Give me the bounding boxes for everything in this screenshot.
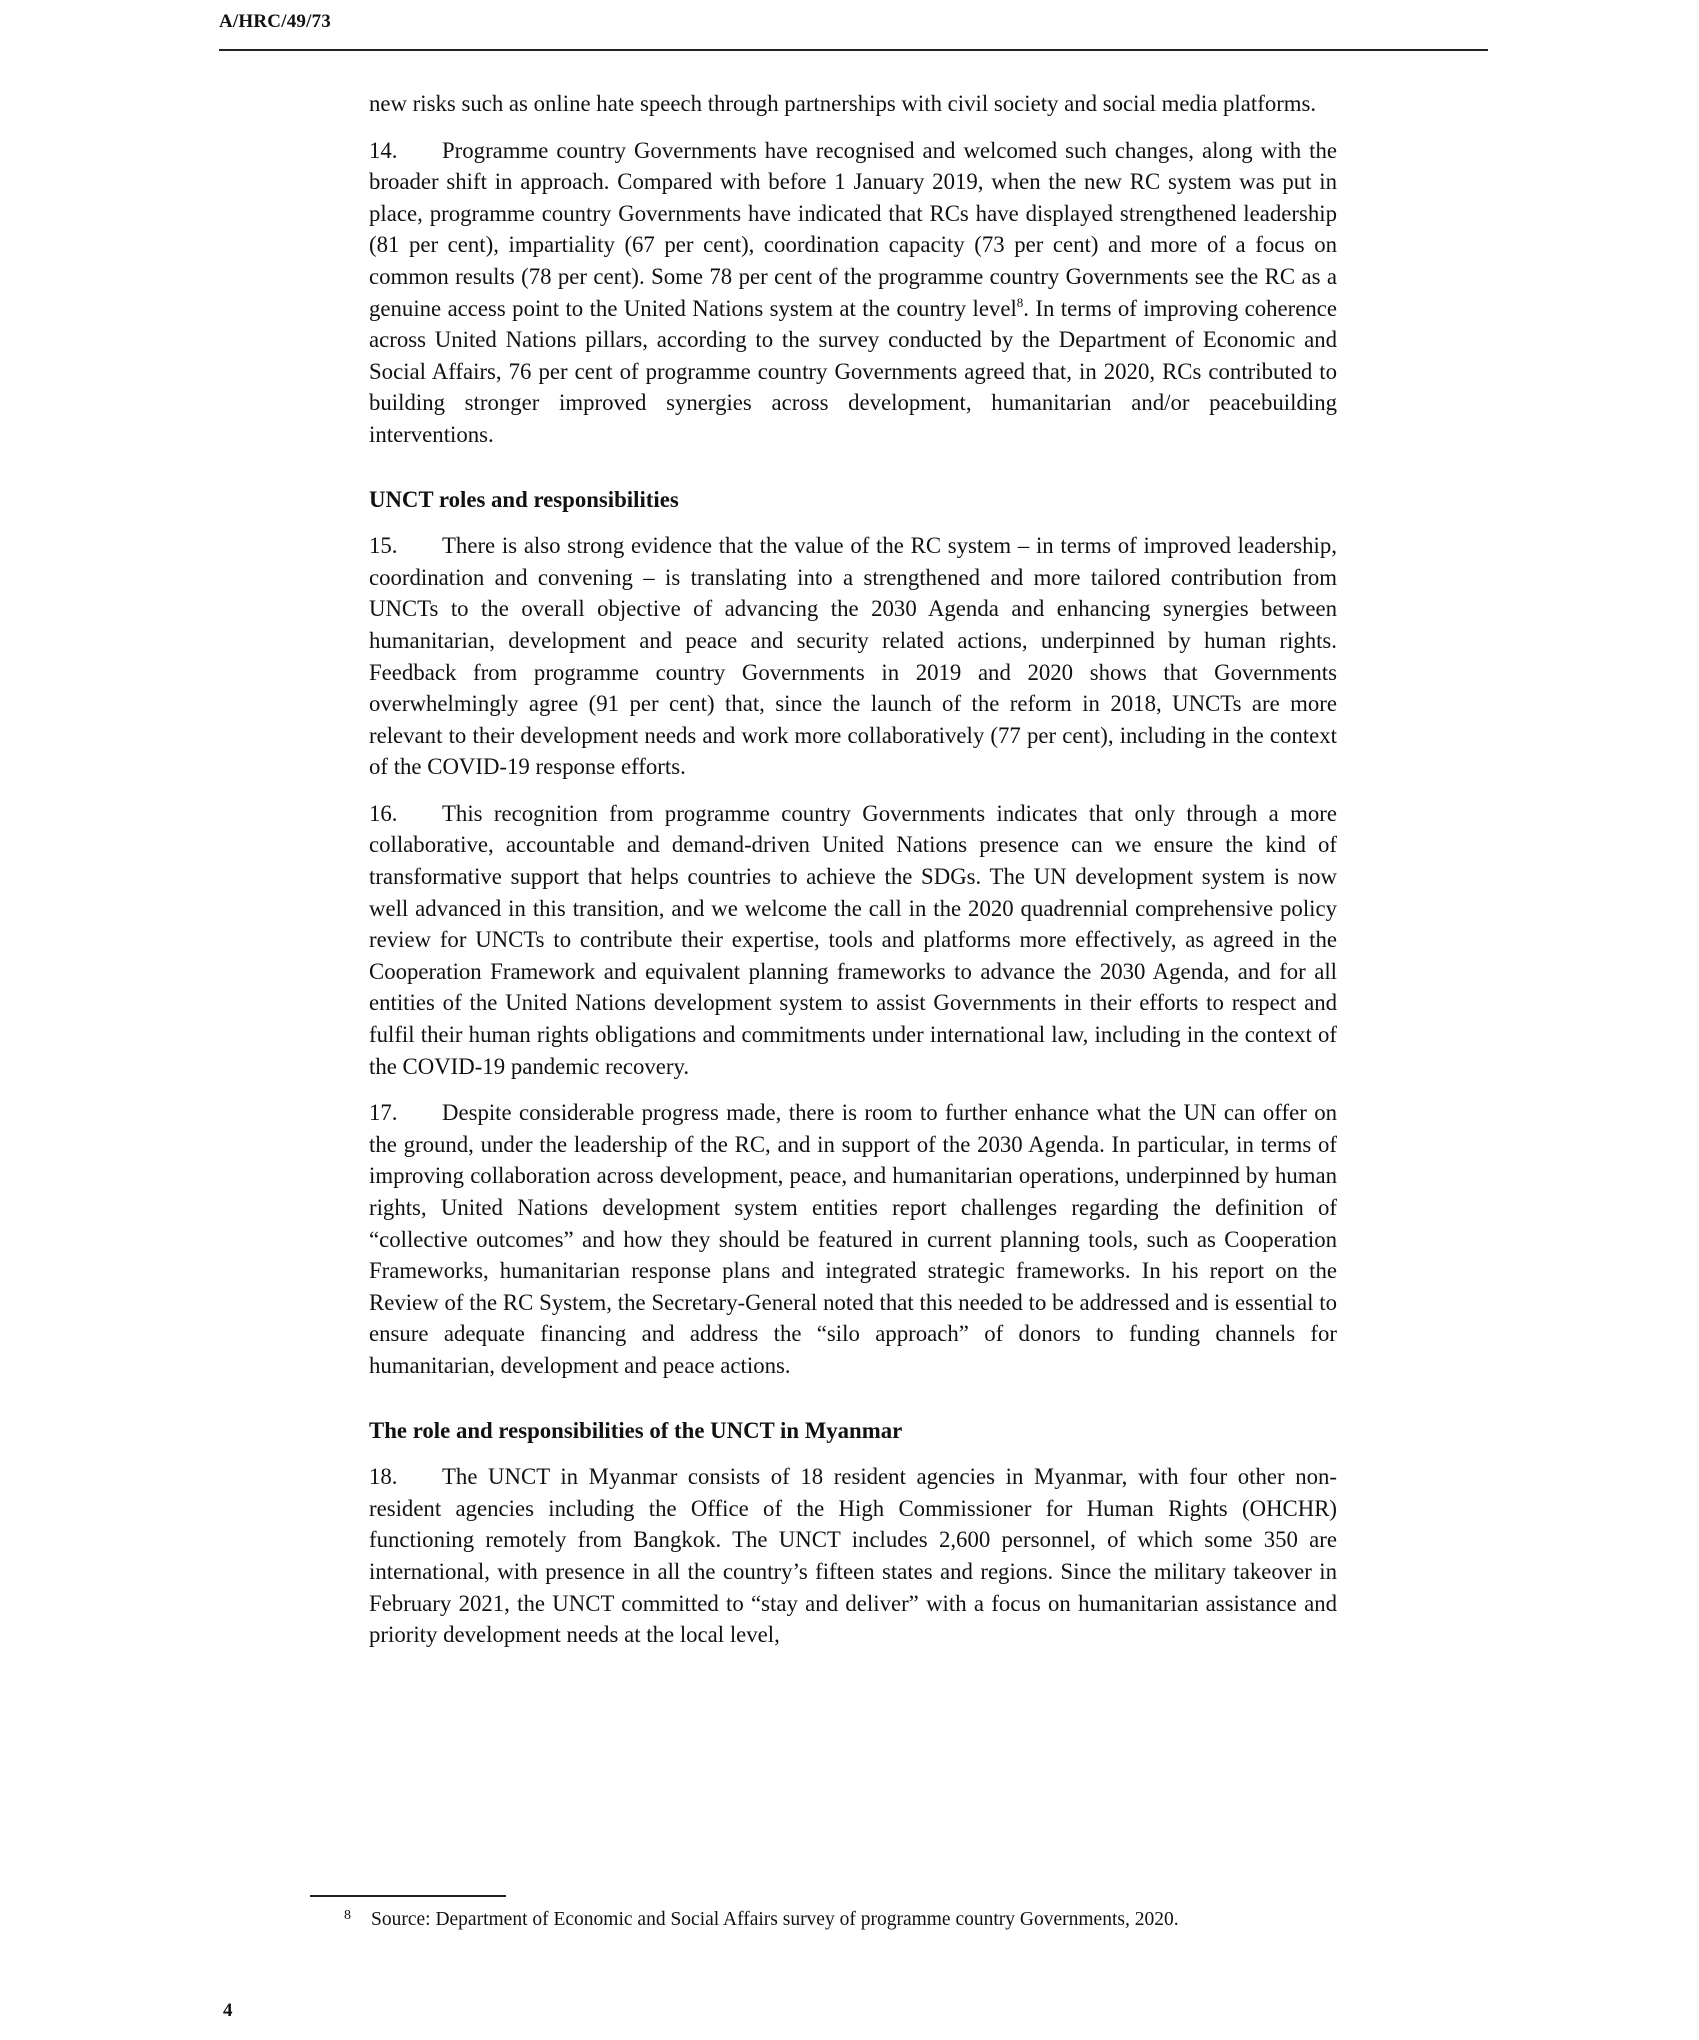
paragraph-number: 18. bbox=[369, 1464, 398, 1490]
footnote-mark: 8 bbox=[344, 1908, 351, 1923]
paragraph-text: There is also strong evidence that the value of the RC system – in terms of improved leadership, coordination and convening – is translating into a strengthened and more tailored contribution from UNCTs to the overall objective of advancing the 2030 Agenda and enhancing synergies between humanitarian, development and peace and security related actions, underpinned by human rights. Feedback from programme country Governments in 2019 and 2020 shows that Governments overwhelmingly agree (91 per cent) that, since the launch of the reform in 2018, UNCTs are more relevant to their development needs and work more collaboratively (77 per cent), including in the context of the COVID-19 response efforts. bbox=[369, 533, 1337, 780]
document-symbol: A/HRC/49/73 bbox=[219, 11, 331, 32]
footnote bbox=[344, 1906, 1324, 1934]
paragraph-text: This recognition from programme country Governments indicates that only through a more collaborative, accountable and demand-driven United Nations presence can we ensure the kind of transformative support that helps countries to achieve the SDGs. The UN development system is now well advanced in this transition, and we welcome the call in the 2020 quadrennial comprehensive policy review for UNCTs to contribute their expertise, tools and platforms more effectively, as agreed in the Cooperation Framework and equivalent planning frameworks to advance the 2030 Agenda, and for all entities of the United Nations development system to assist Governments in their efforts to respect and fulfil their human rights obligations and commitments under international law, including in the context of the COVID-19 pandemic recovery. bbox=[369, 800, 1337, 1079]
section-heading: The role and responsibilities of the UNCT in Myanmar bbox=[369, 1417, 903, 1443]
paragraph-number: 17. bbox=[369, 1100, 398, 1126]
paragraph-number: 16. bbox=[369, 800, 398, 826]
paragraph-text: Programme country Governments have recognised and welcomed such changes, along with the broader shift in approach. Compared with before 1 January 2019, when the new RC system was put in place, programme country Governments have indicated that RCs have displayed strengthened leadership (81 per cent), impartiality (67 per cent), coordination capacity (73 per cent) and more of a focus on common results (78 per cent). Some 78 per cent of the programme country Governments see the RC as a genuine access point to the United Nations system at the country level bbox=[369, 137, 1337, 321]
header-rule bbox=[219, 49, 1488, 51]
paragraph-text: . In terms of improving coherence across United Nations pillars, according to the survey conducted by the Department of Economic and Social Affairs, 76 per cent of programme country Governments agreed that, in 2020, RCs contributed to building stronger improved synergies across development, humanitarian and/or peacebuilding interventions. bbox=[369, 295, 1337, 447]
paragraph-text: The UNCT in Myanmar consists of 18 resident agencies in Myanmar, with four other non-resident agencies including the Office of the High Commissioner for Human Rights (OHCHR) functioning remotely from Bangkok. The UNCT includes 2,600 personnel, of which some 350 are international, with presence in all the country’s fifteen states and regions. Since the military takeover in February 2021, the UNCT committed to “stay and deliver” with a focus on humanitarian assistance and priority development needs at the local level, bbox=[369, 1464, 1337, 1648]
paragraph-text: Despite considerable progress made, there is room to further enhance what the UN can offer on the ground, under the leadership of the RC, and in support of the 2030 Agenda. In particular, in terms of improving collaboration across development, peace, and humanitarian operations, underpinned by human rights, United Nations development system entities report challenges regarding the definition of “collective outcomes” and how they should be featured in current planning tools, such as Cooperation Frameworks, humanitarian response plans and integrated strategic frameworks. In his report on the Review of the RC System, the Secretary-General noted that this needed to be addressed and is essential to ensure adequate financing and address the “silo approach” of donors to funding channels for humanitarian, development and peace actions. bbox=[369, 1100, 1337, 1378]
paragraph-17 bbox=[369, 1097, 1337, 1381]
page-number: 4 bbox=[223, 2000, 233, 2021]
paragraph-18 bbox=[369, 1461, 1337, 1651]
paragraph-16 bbox=[369, 798, 1337, 1082]
footnote-text: Source: Department of Economic and Social Affairs survey of programme country Governments, 2020. bbox=[371, 1909, 1179, 1930]
paragraph-14 bbox=[369, 135, 1337, 451]
footnote-separator bbox=[310, 1895, 506, 1897]
footnote-reference[interactable]: 8 bbox=[1016, 294, 1024, 310]
paragraph-15 bbox=[369, 530, 1337, 783]
section-heading: UNCT roles and responsibilities bbox=[369, 486, 679, 512]
paragraph-continuation: new risks such as online hate speech through partnerships with civil society and social media platforms. bbox=[369, 91, 1317, 116]
paragraph-number: 15. bbox=[369, 533, 398, 559]
body-text bbox=[369, 88, 1337, 1666]
paragraph-number: 14. bbox=[369, 137, 398, 163]
